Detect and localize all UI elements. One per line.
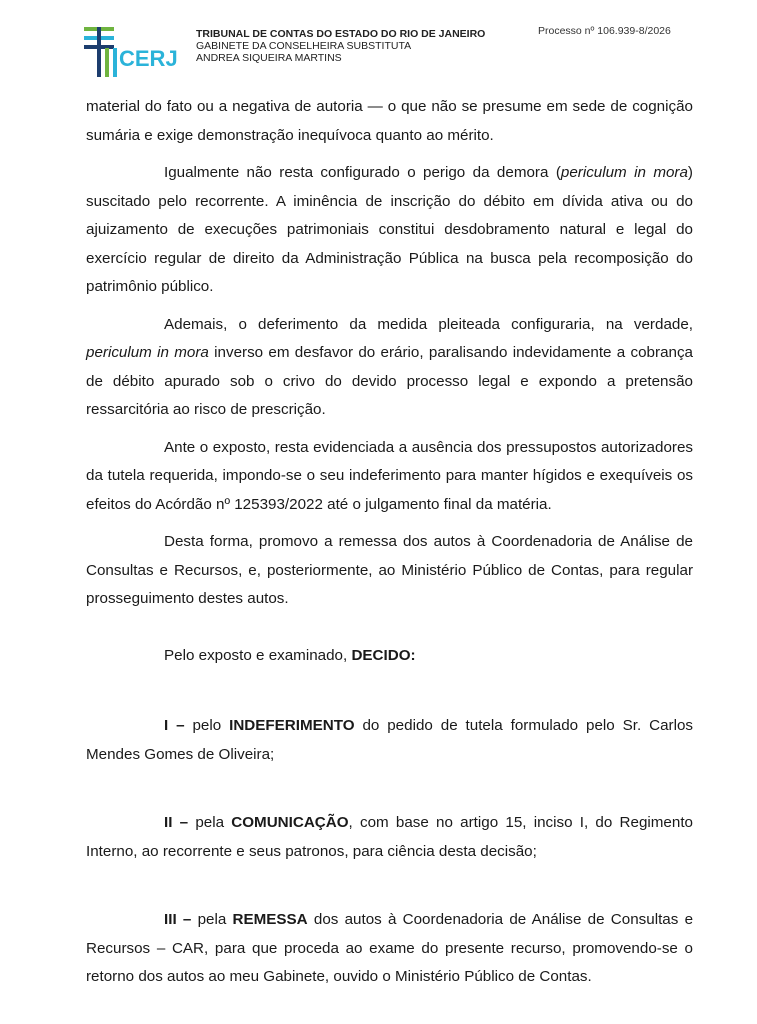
- paragraph-5: Desta forma, promovo a remessa dos autos à Coordenadoria de Análise de Consultas e Recursos, e, posteriormente, ao Ministério Público de Contas, para regular prosseguimento destes autos.: [86, 533, 693, 607]
- organization-block: [196, 28, 485, 64]
- latin-term: periculum in mora: [86, 344, 209, 361]
- latin-term: periculum in mora: [560, 164, 688, 181]
- paragraph-3: Ademais, o deferimento da medida pleiteada configuraria, na verdade, periculum in mora inverso em desfavor do erário, paralisando indevidamente a cobrança de débito apurado sob o crivo do devido processo legal e expondo a pretensão ressarcitória ao risco de prescrição.: [86, 315, 693, 418]
- decision-item-2: II – pela COMUNICAÇÃO, com base no artigo 15, inciso I, do Regimento Interno, ao recorrente e seus patronos, para ciência desta decisão;: [86, 814, 693, 860]
- tce-rj-logo: [84, 24, 184, 80]
- decision-item-1: I – pelo INDEFERIMENTO do pedido de tutela formulado pelo Sr. Carlos Mendes Gomes de Oliveira;: [86, 717, 693, 763]
- decision-item-3: III – pela REMESSA dos autos à Coordenadoria de Análise de Consultas e Recursos – CAR, para que proceda ao exame do presente recurso, promovendo-se o retorno dos autos ao meu Gabinete, ouvido o Ministério Público de Contas.: [86, 911, 694, 985]
- paragraph-1: material do fato ou a negativa de autoria — o que não se presume em sede de cognição sumária e exige demonstração inequívoca quanto ao mérito.: [86, 98, 693, 144]
- logo-letters: CERJ: [119, 46, 178, 71]
- decision-intro: Pelo exposto e examinado, DECIDO:: [164, 646, 416, 664]
- page-header: [0, 0, 757, 90]
- org-name: TRIBUNAL DE CONTAS DO ESTADO DO RIO DE JANEIRO: [196, 28, 486, 40]
- paragraph-2: Igualmente não resta configurado o perigo da demora (periculum in mora) suscitado pelo recorrente. A iminência de inscrição do débito em dívida ativa ou do ajuizamento de execuções patrimoniais constitui desdobramento natural e legal do exercício regular de direito da Administração Pública na busca pela recomposição do patrimônio público.: [86, 164, 693, 295]
- process-number: Processo nº 106.939-8/2026: [538, 25, 671, 37]
- counselor-name: ANDREA SIQUEIRA MARTINS: [196, 52, 342, 64]
- cabinet-name: GABINETE DA CONSELHEIRA SUBSTITUTA: [196, 40, 412, 52]
- document-body: [86, 93, 693, 992]
- decido-label: DECIDO:: [351, 646, 416, 664]
- paragraph-4: Ante o exposto, resta evidenciada a ausência dos pressupostos autorizadores da tutela requerida, impondo-se o seu indeferimento para manter hígidos e exequíveis os efeitos do Acórdão nº 125393/2022 até o julgamento final da matéria.: [86, 438, 693, 513]
